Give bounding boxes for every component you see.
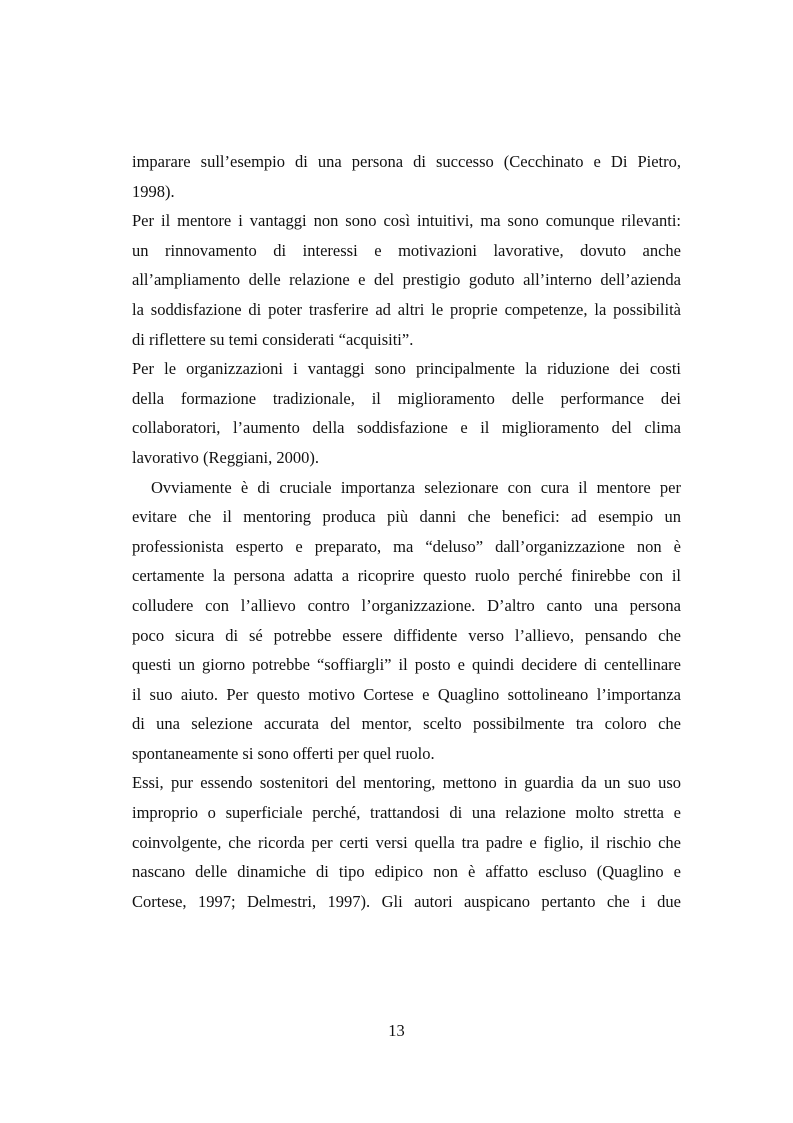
text-line: collaboratori, l’aumento della soddisfazione e il miglioramento del clima (132, 418, 681, 438)
text-line: di una selezione accurata del mentor, scelto possibilmente tra coloro che (132, 714, 681, 734)
text-line: un rinnovamento di interessi e motivazioni lavorative, dovuto anche (132, 240, 681, 260)
text-line: di riflettere su temi considerati “acquisiti”. (132, 329, 414, 349)
text-line: Per le organizzazioni i vantaggi sono principalmente la riduzione dei costi (132, 359, 681, 379)
text-line: evitare che il mentoring produca più danni che benefici: ad esempio un (132, 507, 681, 527)
text-line: Ovviamente è di cruciale importanza selezionare con cura il mentore per (151, 477, 681, 497)
text-line: Cortese, 1997; Delmestri, 1997). Gli autori auspicano pertanto che i due (132, 891, 681, 911)
text-line: il suo aiuto. Per questo motivo Cortese e Quaglino sottolineano l’importanza (132, 684, 681, 704)
text-line: questi un giorno potrebbe “soffiargli” il posto e quindi decidere di centellinare (132, 655, 681, 675)
text-line: imparare sull’esempio di una persona di successo (Cecchinato e Di Pietro, (132, 152, 681, 171)
body-text (132, 147, 681, 916)
page-number: 13 (388, 1021, 405, 1040)
text-line: 1998). (132, 181, 175, 201)
text-line: lavorativo (Reggiani, 2000). (132, 447, 319, 467)
text-line: nascano delle dinamiche di tipo edipico non è affatto escluso (Quaglino e (132, 862, 681, 882)
text-line: della formazione tradizionale, il miglioramento delle performance dei (132, 388, 681, 408)
text-line: Essi, pur essendo sostenitori del mentoring, mettono in guardia da un suo uso (132, 773, 681, 793)
text-line: improprio o superficiale perché, trattandosi di una relazione molto stretta e (132, 803, 681, 823)
text-line: all’ampliamento delle relazione e del prestigio goduto all’interno dell’azienda (132, 270, 681, 290)
text-line: spontaneamente si sono offerti per quel ruolo. (132, 743, 435, 763)
text-line: la soddisfazione di poter trasferire ad altri le proprie competenze, la possibilità (132, 299, 681, 319)
text-line: Per il mentore i vantaggi non sono così intuitivi, ma sono comunque rilevanti: (132, 211, 681, 231)
text-line: professionista esperto e preparato, ma “deluso” dall’organizzazione non è (132, 536, 681, 556)
text-line: certamente la persona adatta a ricoprire questo ruolo perché finirebbe con il (132, 566, 681, 586)
text-line: poco sicura di sé potrebbe essere diffidente verso l’allievo, pensando che (132, 625, 681, 645)
text-line: coinvolgente, che ricorda per certi versi quella tra padre e figlio, il rischio che (132, 832, 681, 852)
text-line: colludere con l’allievo contro l’organizzazione. D’altro canto una persona (132, 595, 681, 615)
